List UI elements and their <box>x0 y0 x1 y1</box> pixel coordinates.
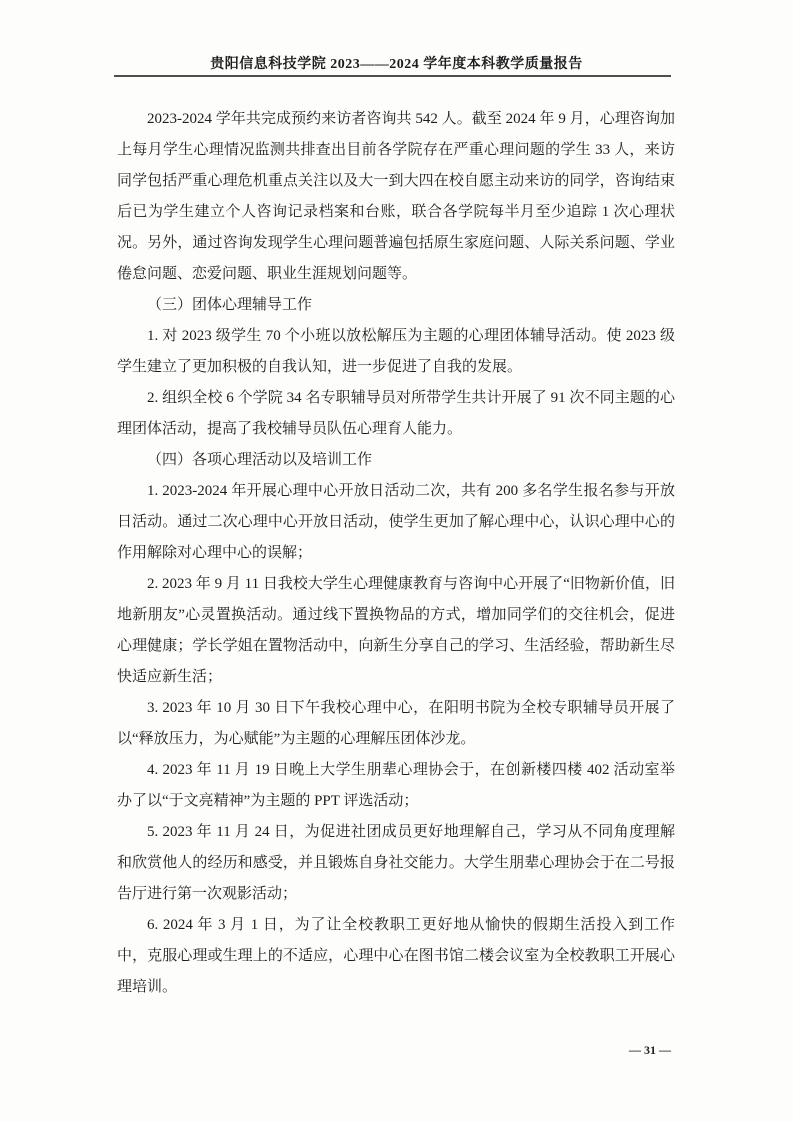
page-number: — 31 — <box>629 1043 671 1057</box>
body-paragraph: 1. 2023-2024 年开展心理中心开放日活动二次，共有 200 多名学生报名参与开放日活动。通过二次心理中心开放日活动，使学生更加了解心理中心，认识心理中心的作用解除对心理中心的误解； <box>117 483 675 561</box>
body-paragraph: 5. 2023 年 11 月 24 日，为促进社团成员更好地理解自己，学习从不同角度理解和欣赏他人的经历和感受，并且锻炼自身社交能力。大学生朋辈心理协会于在二号报告厅进行第一次观影活动； <box>117 824 675 902</box>
body-paragraph: 3. 2023 年 10 月 30 日下午我校心理中心，在阳明书院为全校专职辅导员开展了以“释放压力，为心赋能”为主题的心理解压团体沙龙。 <box>117 700 675 747</box>
body-paragraph: 1. 对 2023 级学生 70 个小班以放松解压为主题的心理团体辅导活动。使 2023 级学生建立了更加积极的自我认知，进一步促进了自我的发展。 <box>117 328 675 375</box>
body-paragraph: 6. 2024 年 3 月 1 日，为了让全校教职工更好地从愉快的假期生活投入到工作中，克服心理或生理上的不适应，心理中心在图书馆二楼会议室为全校教职工开展心理培训。 <box>117 917 675 995</box>
body-paragraph: 2023-2024 学年共完成预约来访者咨询共 542 人。截至 2024 年 9 月，心理咨询加上每月学生心理情况监测共排查出目前各学院存在严重心理问题的学生 33 人，来访同学包括严重心理危机重点关注以及大一到大四在校自愿主动来访的同学，咨询结束后已为学生建立个人咨询记录档案和台账，联合各学院每半月至少追踪 1 次心理状况。另外，通过咨询发现学生心理问题普遍包括原生家庭问题、人际关系问题、学业倦怠问题、恋爱问题、职业生涯规划问题等。 <box>117 111 675 282</box>
header-divider-line <box>114 75 671 77</box>
section-heading: （三）团体心理辅导工作 <box>147 297 313 313</box>
page-header-title: 贵阳信息科技学院 2023——2024 学年度本科教学质量报告 <box>210 57 583 72</box>
body-paragraph: 2. 组织全校 6 个学院 34 名专职辅导员对所带学生共计开展了 91 次不同主题的心理团体活动，提高了我校辅导员队伍心理育人能力。 <box>117 390 675 437</box>
document-body <box>117 104 675 1003</box>
section-heading: （四）各项心理活动以及培训工作 <box>147 452 373 468</box>
body-paragraph: 2. 2023 年 9 月 11 日我校大学生心理健康教育与咨询中心开展了“旧物新价值，旧地新朋友”心灵置换活动。通过线下置换物品的方式，增加同学们的交往机会，促进心理健康；学长学姐在置物活动中，向新生分享自己的学习、生活经验，帮助新生尽快适应新生活； <box>117 576 675 685</box>
body-paragraph: 4. 2023 年 11 月 19 日晚上大学生朋辈心理协会于，在创新楼四楼 402 活动室举办了以“于文亮精神”为主题的 PPT 评选活动； <box>117 762 675 809</box>
